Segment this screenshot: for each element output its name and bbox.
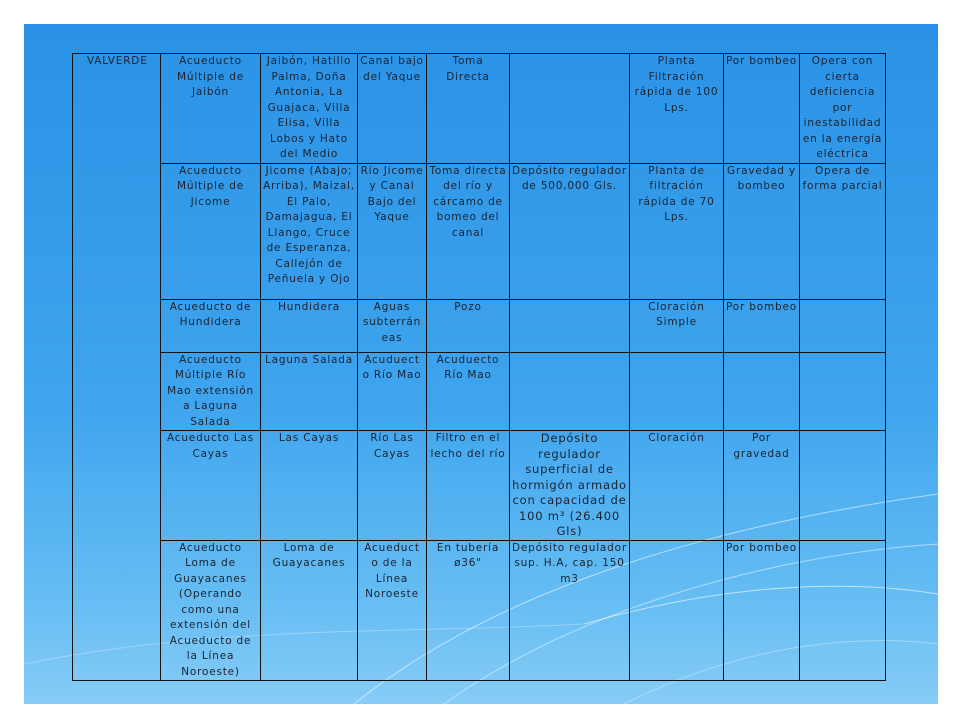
table-cell: Acuduecto Río Mao — [427, 352, 510, 431]
table-cell: Acueducto Loma de Guayacanes (Operando como una extensión del Acueducto de la Línea Noroeste) — [161, 540, 261, 681]
table-cell — [800, 352, 886, 431]
table-cell: Opera con cierta deficiencia por inestabilidad en la energía eléctrica — [800, 54, 886, 164]
table-cell: Opera de forma parcial — [800, 163, 886, 299]
table-cell — [800, 299, 886, 352]
table-cell — [510, 299, 630, 352]
table-cell — [630, 540, 724, 681]
table-cell: Hundidera — [261, 299, 358, 352]
table-cell: Depósito regulador superficial de hormigón armado con capacidad de 100 m³ (26.400 Gls) — [510, 431, 630, 541]
table-cell: Pozo — [427, 299, 510, 352]
table-cell: Acuduect o Río Mao — [358, 352, 427, 431]
table-cell: Por bombeo — [724, 299, 800, 352]
table-cell: Depósito regulador sup. H.A, cap. 150 m3 — [510, 540, 630, 681]
table-cell — [510, 54, 630, 164]
table-cell: Acueducto Múltiple de Jicome — [161, 163, 261, 299]
table-row — [73, 299, 886, 352]
table-cell: Toma Directa — [427, 54, 510, 164]
table-cell — [510, 352, 630, 431]
table-cell: Acueducto Múltiple Río Mao extensión a Laguna Salada — [161, 352, 261, 431]
table-cell: Por bombeo — [724, 54, 800, 164]
table-cell — [630, 352, 724, 431]
table-cell: Planta de filtración rápida de 70 Lps. — [630, 163, 724, 299]
aqueduct-table — [72, 53, 886, 681]
region-cell: VALVERDE — [73, 54, 161, 681]
table-cell: Jaibón, Hatillo Palma, Doña Antonia, La Guajaca, Villa Elisa, Villa Lobos y Hato del Medio — [261, 54, 358, 164]
table-row — [73, 54, 886, 164]
table-cell: Filtro en el lecho del río — [427, 431, 510, 541]
table-cell: Cloración — [630, 431, 724, 541]
table-cell: Acueducto Múltiple de Jaibón — [161, 54, 261, 164]
table-cell — [724, 352, 800, 431]
slide — [24, 24, 938, 704]
table-cell: Cloración Simple — [630, 299, 724, 352]
table-cell: Acueducto de Hundidera — [161, 299, 261, 352]
table-cell: Planta Filtración rápida de 100 Lps. — [630, 54, 724, 164]
table-cell: Río Las Cayas — [358, 431, 427, 541]
table-row — [73, 431, 886, 541]
table-cell: Acueducto Las Cayas — [161, 431, 261, 541]
table-cell — [800, 540, 886, 681]
table-row — [73, 540, 886, 681]
table-cell: Toma directa del río y cárcamo de bomeo del canal — [427, 163, 510, 299]
table-row — [73, 352, 886, 431]
table-cell: Acueduct o de la Línea Noroeste — [358, 540, 427, 681]
table-cell: Por gravedad — [724, 431, 800, 541]
table-cell: Las Cayas — [261, 431, 358, 541]
table-cell: Loma de Guayacanes — [261, 540, 358, 681]
table-cell — [800, 431, 886, 541]
table-cell: Depósito regulador de 500,000 Gls. — [510, 163, 630, 299]
table-cell: Por bombeo — [724, 540, 800, 681]
table-cell: En tubería ø36" — [427, 540, 510, 681]
table-cell: Río Jicome y Canal Bajo del Yaque — [358, 163, 427, 299]
table-cell: Canal bajo del Yaque — [358, 54, 427, 164]
table-row — [73, 163, 886, 299]
table-cell: Jicome (Abajo; Arriba), Maizal, El Palo, Damajagua, El Llango, Cruce de Esperanza, Callejón de Peñuela y Ojo — [261, 163, 358, 299]
table-cell: Gravedad y bombeo — [724, 163, 800, 299]
table-cell: Laguna Salada — [261, 352, 358, 431]
table-cell: Aguas subterrán eas — [358, 299, 427, 352]
